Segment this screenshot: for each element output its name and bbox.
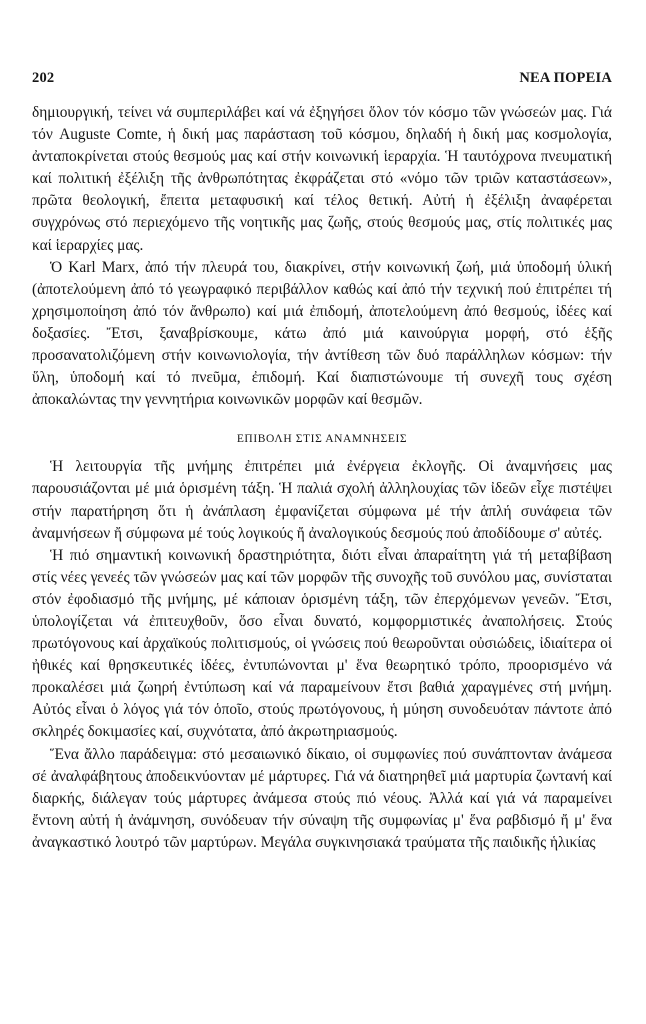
paragraph-medieval-example: Ἕνα ἄλλο παράδειγμα: στό μεσαιωνικό δίκαιο, οἱ συμφωνίες πού συνάπτονταν ἀνάμεσα σέ ἀναλφάβητους ἀποδεικνύονταν μέ μάρτυρες. Γιά νά διατηρηθεῖ μιά μαρτυρία ζωντανή καί διαρκής, διάλεγαν τούς μάρτυρες ἀνάμεσα στούς πιό νέους. Ἀλλά καί γιά νά παραμείνει ἔντονη αὐτή ἡ ἀνάμνηση, συνόδευαν τήν σύναψη τῆς συμφωνίας μ' ἕνα ραβδισμό ἤ μ' ἕνα ἀναγκαστικό λουτρό τῶν μαρτύρων. Μεγάλα συγκινησιακά τραύματα τῆς παιδικῆς ἡλικίας <box>32 745 612 851</box>
section-heading: ΕΠΙΒΟΛΗ ΣΤΙΣ ΑΝΑΜΝΗΣΕΙΣ <box>236 433 408 446</box>
paragraph-social-activity: Ἡ πιό σημαντική κοινωνική δραστηριότητα, διότι εἶναι ἀπαραίτητη γιά τή μεταβίβαση στίς νέες γενεές τῶν γνώσεών μας καί τῶν μορφῶν τῆς συνοχῆς τοῦ συνόλου μας, συνίσταται στόν ἐφοδιασμό τῆς μνήμης, μέ κάποιαν ὁρισμένη τάξη, τῶν ἐπερχόμενων γενεῶν. Ἔτσι, ὑπολογίζεται νά ἐπιτευχθοῦν, ὅσο εἶναι δυνατό, κομφορμιστικές ἀναπολήσεις. Στούς πρωτόγονους καί ἀρχαϊκούς πολιτισμούς, οἱ γνώσεις πού θεωροῦνται οὐσιώδεις, ἰδιαίτερα οἱ ἠθικές καί θρησκευτικές ἰδέες, ἐντυπώνονται μ' ἕνα θεωρητικό τρόπο, προορισμένο νά προκαλέσει μιά ζωηρή ἐντύπωση καί νά παραμείνουν ἔτσι βαθιά χαραγμένες στή μνήμη. Αὐτός εἶναι ὁ λόγος γιά τόν ὁποῖο, στούς πρωτόγονους, ἡ μύηση συνοδευόταν πάντοτε ἀπό σκληρές δοκιμασίες καί, συχνότατα, ἀπό ἀκρωτηριασμούς. <box>32 546 612 741</box>
paragraph-marx: Ὁ Karl Marx, ἀπό τήν πλευρά του, διακρίνει, στήν κοινωνική ζωή, μιά ὑποδομή ὑλική (ἀποτελούμενη ἀπό τό γεωγραφικό περιβάλλον καθώς καί ἀπό τήν τεχνική πού ἐπιτρέπει τή χρησιμοποίηση ἀπό τόν ἄνθρωπο) καί μιά ἐπιδομή, ἀποτελούμενη ἀπό θεσμούς, ἰδέες καί δοξασίες. Ἔτσι, ξαναβρίσκουμε, κάτω ἀπό μιά καινούργια μορφή, στό ἑξῆς προσανατολιζόμενη στήν κοινωνιολογία, τήν ἀντίθεση τῶν δυό παράλληλων κόσμων: τήν ὕλη, ὑποδομή καί τό πνεῦμα, ἐπιδομή. Καί διαπιστώνουμε τή συνεχῆ τους σχέση ἀποκαλώντας την γεννητήρια κοινωνικῶν μορφῶν καί θεσμῶν. <box>32 258 612 409</box>
page-number: 202 <box>32 70 55 86</box>
paragraph-continued: δημιουργική, τείνει νά συμπεριλάβει καί νά ἐξηγήσει ὅλον τόν κόσμο τῶν γνώσεών μας. Γιά τόν Auguste Comte, ἡ δική μας παράσταση τοῦ κόσμου, δηλαδή ἡ δική μας κοσμολογία, ἀνταποκρίνεται στούς θεσμούς μας καί στήν κοινωνική ἱεραρχία. Ἡ ταυτόχρονα πνευματική καί πολιτική ἐξέλιξη τῆς ἀνθρωπότητας ἐκφράζεται στό «νόμο τῶν τριῶν καταστάσεων», πρῶτα θεολογική, ἔπειτα μεταφυσική καί τέλος θετική. Αὐτή ἡ ἐξέλιξη ἀναφέρεται συγχρόνως στό περιεχόμενο τῆς νοητικῆς μας ζωῆς, στούς θεσμούς μας, στίς πολιτικές μας καί ἱεραρχίες μας. <box>32 104 612 254</box>
paragraph-memory-function: Ἡ λειτουργία τῆς μνήμης ἐπιτρέπει μιά ἐνέργεια ἐκλογῆς. Οἱ ἀναμνήσεις μας παρουσιάζονται μέ μιά ὁρισμένη τάξη. Ἡ παλιά σχολή ἀλληλουχίας τῶν ἰδεῶν εἶχε πιστέψει στήν παρατήρηση ὅτι ἡ ἀνάπλαση ἐμφανίζεται σύμφωνα μέ τήν ἁπλή συνάφεια τῶν ἀναμνήσεων ἤ σύμφωνα μέ τούς λογικούς ἤ ἀναλογικούς δεσμούς πού ἀποδίδουμε σ' αὐτές. <box>32 458 612 542</box>
body-text <box>32 102 612 854</box>
running-head <box>32 70 612 90</box>
journal-title: ΝΕΑ ΠΟΡΕΙΑ <box>519 70 612 86</box>
